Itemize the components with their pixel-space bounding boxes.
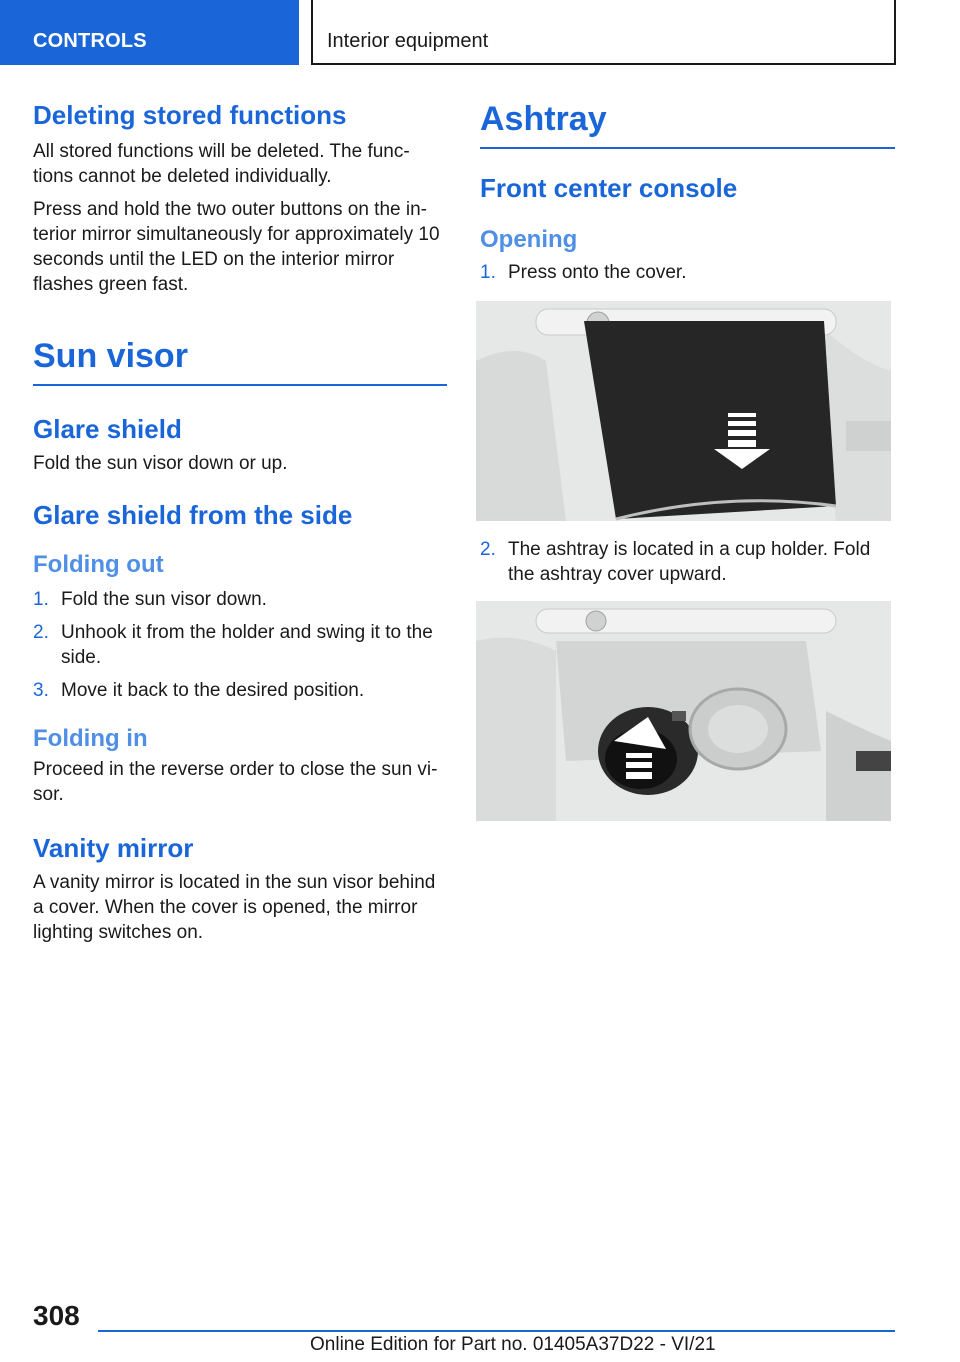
step-text: The ashtray is located in a cup holder. Fold the ashtray cover upward. [508, 539, 871, 585]
right-column [480, 100, 895, 837]
cup-holder-ashtray-illustration [476, 601, 891, 821]
page-number: 308 [33, 1300, 80, 1331]
step-number: 3. [33, 680, 49, 701]
deleting-functions-text-1: All stored functions will be deleted. The func-tions cannot be deleted individually. [33, 141, 410, 187]
left-column [33, 100, 447, 953]
ashtray-heading: Ashtray [480, 100, 895, 149]
front-center-console-heading: Front center console [480, 173, 738, 203]
glare-shield-text: Fold the sun visor down or up. [33, 453, 288, 474]
list-item [480, 537, 895, 587]
step-text: Press onto the cover. [508, 262, 687, 283]
deleting-functions-text-2: Press and hold the two outer buttons on the in-terior mirror simultaneously for approximately 10 seconds until the LED on the interior mirror flashes green fast. [33, 199, 440, 295]
step-number: 2. [33, 622, 49, 643]
sun-visor-heading: Sun visor [33, 337, 447, 386]
step-text: Move it back to the desired position. [61, 680, 365, 701]
opening-steps [480, 260, 895, 285]
step-number: 2. [480, 539, 496, 560]
chapter-label: Interior equipment [327, 30, 489, 52]
ashtray-open-icon [476, 601, 891, 821]
step-text: Fold the sun visor down. [61, 589, 267, 610]
chapter-tab [311, 0, 896, 65]
glare-shield-heading: Glare shield [33, 414, 182, 444]
step-number: 1. [33, 589, 49, 610]
folding-out-steps [33, 587, 447, 703]
list-item [33, 620, 447, 670]
opening-heading: Opening [480, 226, 578, 253]
step-number: 1. [480, 262, 496, 283]
vanity-mirror-text: A vanity mirror is located in the sun visor behind a cover. When the cover is opened, the mirror lighting switches on. [33, 872, 436, 943]
glare-shield-side-heading: Glare shield from the side [33, 500, 353, 530]
opening-steps-continued [480, 537, 895, 587]
folding-out-heading: Folding out [33, 551, 164, 578]
section-label: CONTROLS [33, 30, 147, 52]
center-console-cover-illustration [476, 301, 891, 521]
list-item [33, 587, 447, 612]
vanity-mirror-heading: Vanity mirror [33, 833, 194, 863]
list-item [480, 260, 895, 285]
folding-in-text: Proceed in the reverse order to close the sun vi-sor. [33, 759, 438, 805]
footer-divider [98, 1330, 895, 1332]
press-cover-icon [476, 301, 891, 521]
step-text: Unhook it from the holder and swing it to the side. [61, 622, 433, 668]
list-item [33, 678, 447, 703]
folding-in-heading: Folding in [33, 725, 148, 752]
section-tab[interactable] [0, 0, 299, 65]
edition-info: Online Edition for Part no. 01405A37D22 - VI/21 [310, 1334, 716, 1355]
deleting-functions-heading: Deleting stored functions [33, 100, 347, 130]
